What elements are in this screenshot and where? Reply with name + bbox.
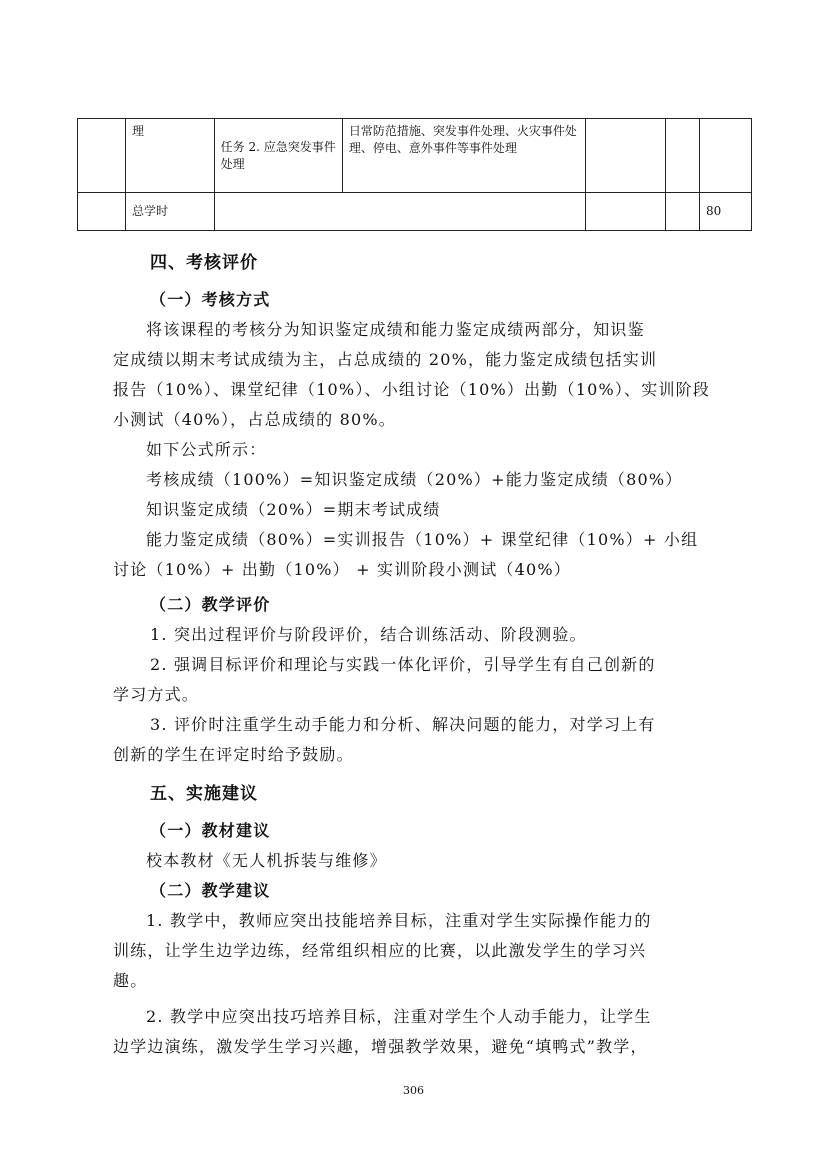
table-cell — [665, 119, 699, 193]
formula-line: 考核成绩（100%）=知识鉴定成绩（20%）+能力鉴定成绩（80%） — [146, 470, 683, 489]
paragraph-line: 学习方式。 — [113, 685, 200, 704]
table-cell-task: 任务 2. 应急突发事件处理 — [214, 119, 342, 193]
formula-line: 讨论（10%）+ 出勤（10%） + 实训阶段小测试（40%） — [113, 560, 571, 579]
paragraph-line: 报告（10%）、课堂纪律（10%）、小组讨论（10%）出勤（10%）、实训阶段 — [113, 380, 711, 399]
table-row — [78, 193, 752, 231]
total-hours-label: 总学时 — [126, 193, 215, 231]
table-cell — [699, 119, 751, 193]
subsection-heading: （一）教材建议 — [150, 821, 271, 840]
paragraph-line: 3. 评价时注重学生动手能力和分析、解决问题的能力，对学习上有 — [150, 715, 656, 734]
subsection-heading: （一）考核方式 — [150, 290, 271, 309]
table-cell — [78, 119, 126, 193]
paragraph-line: 如下公式所示： — [146, 440, 267, 459]
paragraph-line: 创新的学生在评定时给予鼓励。 — [113, 745, 354, 764]
table-cell — [78, 193, 126, 231]
subsection-heading: （二）教学建议 — [150, 881, 271, 900]
table-cell — [214, 193, 586, 231]
page-number: 306 — [403, 1084, 424, 1097]
table-row — [78, 119, 752, 193]
paragraph-line: 1. 突出过程评价与阶段评价，结合训练活动、阶段测验。 — [150, 625, 587, 644]
paragraph-line: 校本教材《无人机拆装与维修》 — [146, 851, 387, 870]
paragraph-line: 小测试（40%），占总成绩的 80%。 — [113, 410, 397, 429]
table-cell — [586, 193, 665, 231]
table-cell: 理 — [126, 119, 215, 193]
paragraph-line: 2. 教学中应突出技巧培养目标，注重对学生个人动手能力，让学生 — [146, 1007, 652, 1026]
paragraph-line: 2. 强调目标评价和理论与实践一体化评价，引导学生有自己创新的 — [150, 655, 656, 674]
paragraph-line: 定成绩以期末考试成绩为主，占总成绩的 20%，能力鉴定成绩包括实训 — [113, 350, 658, 369]
paragraph-line: 趣。 — [113, 971, 148, 990]
table-cell-content: 日常防范措施、突发事件处理、火灾事件处理、停电、意外事件等事件处理 — [342, 119, 586, 193]
course-schedule-table — [77, 118, 752, 231]
subsection-heading: （二）教学评价 — [150, 595, 271, 614]
paragraph-line: 将该课程的考核分为知识鉴定成绩和能力鉴定成绩两部分，知识鉴 — [146, 320, 645, 339]
table-cell — [586, 119, 665, 193]
formula-line: 知识鉴定成绩（20%）=期末考试成绩 — [146, 500, 441, 519]
paragraph-line: 1. 教学中，教师应突出技能培养目标，注重对学生实际操作能力的 — [146, 911, 652, 930]
section-heading: 五、实施建议 — [150, 784, 258, 804]
total-hours-value: 80 — [699, 193, 751, 231]
paragraph-line: 边学边演练，激发学生学习兴趣，增强教学效果，避免“填鸭式”教学， — [113, 1037, 648, 1056]
table-cell — [665, 193, 699, 231]
paragraph-line: 训练，让学生边学边练，经常组织相应的比赛，以此激发学生的学习兴 — [113, 941, 647, 960]
formula-line: 能力鉴定成绩（80%）=实训报告（10%）+ 课堂纪律（10%）+ 小组 — [146, 530, 699, 549]
section-heading: 四、考核评价 — [150, 253, 258, 273]
